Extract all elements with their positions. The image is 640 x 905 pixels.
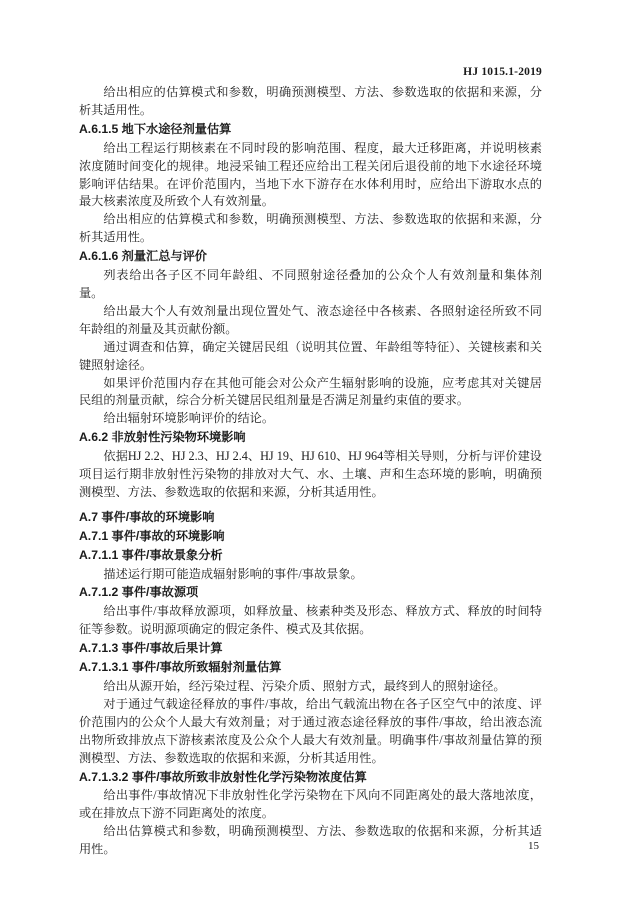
paragraph: 列表给出各子区不同年龄组、不同照射途径叠加的公众个人有效剂量和集体剂量。 (79, 268, 542, 300)
paragraph: 给出估算模式和参数，明确预测模型、方法、参数选取的依据和来源，分析其适用性。 (79, 824, 542, 857)
document-body (79, 84, 542, 859)
paragraph: 给出工程运行期核素在不同时段的影响范围、程度，最大迁移距离，并说明核素浓度随时间变化的规律。地浸采铀工程还应给出工程关闭后退役前的地下水途径环境影响评估结果。在评价范围内，当地下水下游存在水体利用时，应给出下游取水点的最大核素浓度及所致个人有效剂量。 (79, 140, 542, 209)
section-heading-a-6-2: A.6.2 非放射性污染物环境影响 (79, 430, 246, 445)
paragraph: 通过调查和估算，确定关键居民组（说明其位置、年龄组等特征）、关键核素和关键照射途径。 (79, 339, 542, 372)
paragraph: 描述运行期可能造成辐射影响的事件/事故景象。 (103, 566, 363, 581)
paragraph: 给出辐射环境影响评价的结论。 (103, 411, 275, 426)
section-heading-a-6-1-5: A.6.1.5 地下水途径剂量估算 (79, 121, 232, 136)
paragraph: 依据HJ 2.2、HJ 2.3、HJ 2.4、HJ 19、HJ 610、HJ 964等相关导则，分析与评价建设项目运行期非放射性污染物的排放对大气、水、土壤、声和生态环境的影响，明确预测模型、方法、参数选取的依据和来源，分析其适用性。 (79, 449, 542, 499)
paragraph: 给出相应的估算模式和参数，明确预测模型、方法、参数选取的依据和来源，分析其适用性。 (79, 212, 542, 245)
paragraph: 给出事件/事故情况下非放射性化学污染物在下风向不同距离处的最大落地浓度，或在排放点下游不同距离处的浓度。 (79, 788, 542, 821)
paragraph: 给出最大个人有效剂量出现位置处气、液态途径中各核素、各照射途径所致不同年龄组的剂量及其贡献份额。 (79, 303, 542, 336)
document-code-header: HJ 1015.1-2019 (463, 66, 542, 78)
paragraph: 如果评价范围内存在其他可能会对公众产生辐射影响的设施，应考虑其对关键居民组的剂量贡献，综合分析关键居民组剂量是否满足剂量约束值的要求。 (79, 375, 542, 408)
page-number: 15 (528, 840, 539, 852)
section-heading-a-6-1-6: A.6.1.6 剂量汇总与评价 (79, 249, 207, 264)
section-heading-a-7-1-3: A.7.1.3 事件/事故后果计算 (79, 641, 223, 656)
paragraph: 对于通过气载途径释放的事件/事故，给出气载流出物在各子区空气中的浓度、评价范围内的公众个人最大有效剂量；对于通过液态途径释放的事件/事故，给出液态流出物所致排放点下游核素浓度及公众个人最大有效剂量。明确事件/事故剂量估算的预测模型、方法、参数选取的依据和来源，分析其适用性。 (79, 696, 542, 765)
paragraph: 给出事件/事故释放源项，如释放量、核素种类及形态、释放方式、释放的时间特征等参数。说明源项确定的假定条件、模式及其依据。 (79, 604, 542, 637)
paragraph: 给出相应的估算模式和参数，明确预测模型、方法、参数选取的依据和来源，分析其适用性。 (79, 85, 542, 117)
section-heading-a-7-1-3-1: A.7.1.3.1 事件/事故所致辐射剂量估算 (79, 660, 282, 675)
section-heading-a-7-1: A.7.1 事件/事故的环境影响 (79, 528, 225, 543)
section-heading-a-7-1-3-2: A.7.1.3.2 事件/事故所致非放射性化学污染物浓度估算 (79, 769, 367, 784)
section-heading-a-7-1-1: A.7.1.1 事件/事故景象分析 (79, 547, 223, 562)
section-heading-a-7: A.7 事件/事故的环境影响 (79, 509, 215, 524)
section-heading-a-7-1-2: A.7.1.2 事件/事故源项 (79, 585, 199, 600)
paragraph: 给出从源开始，经污染过程、污染介质、照射方式，最终到人的照射途径。 (103, 679, 506, 693)
